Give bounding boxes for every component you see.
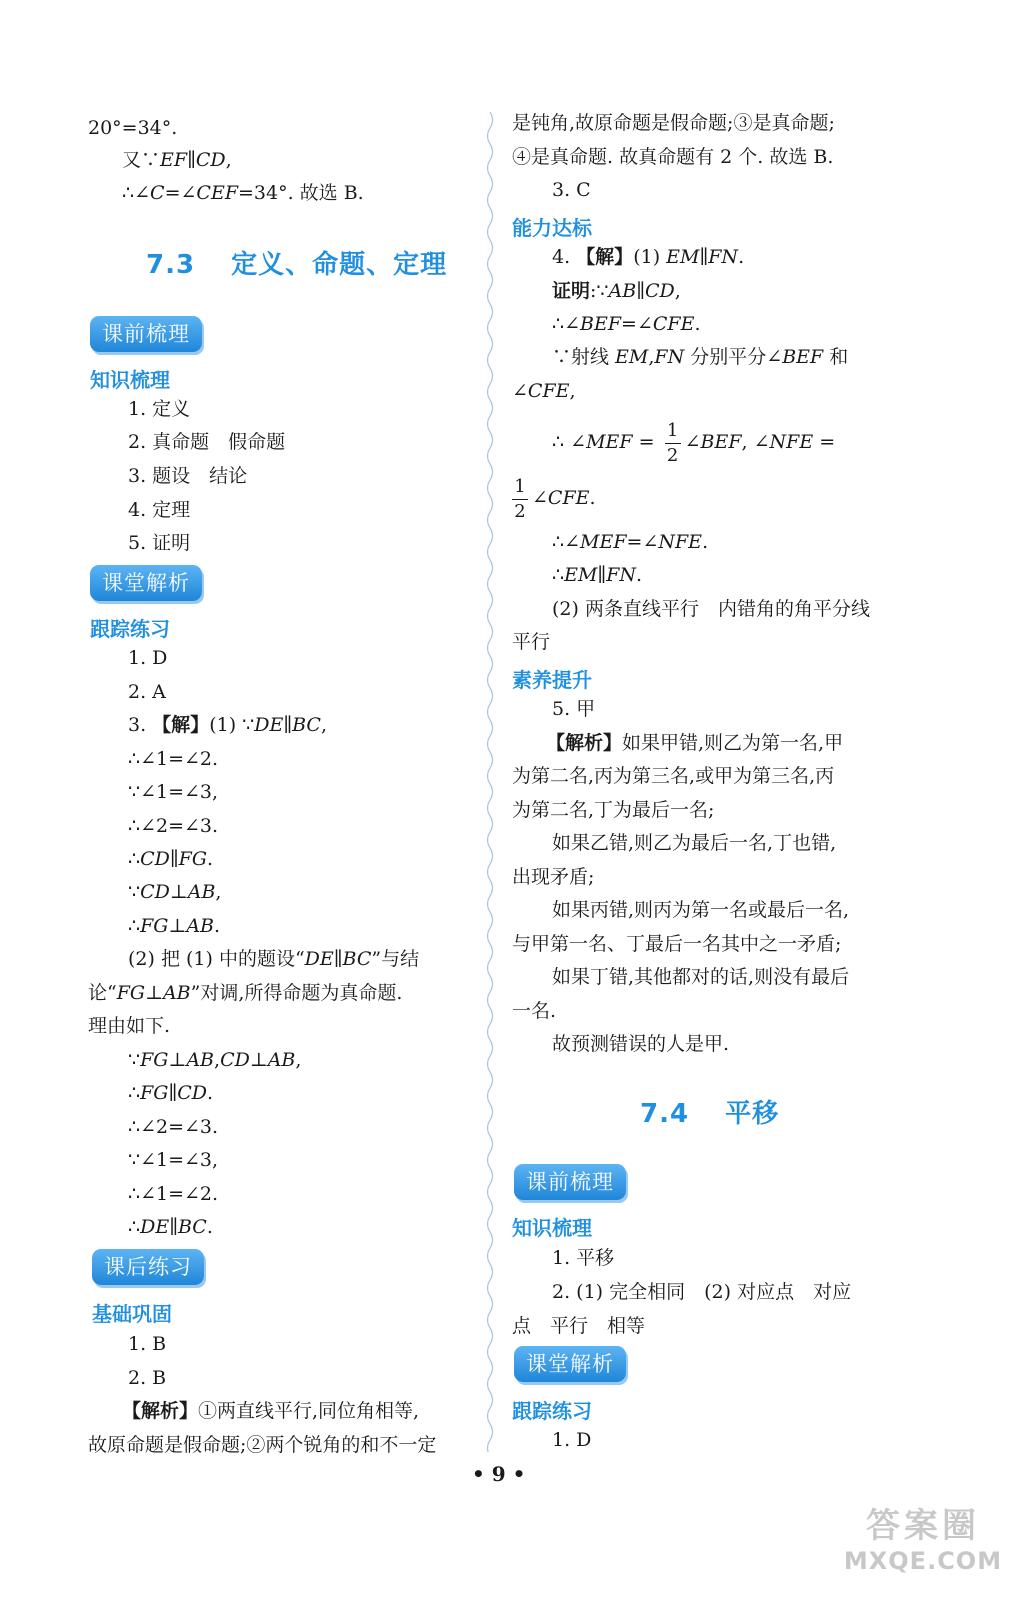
text-line: 平行 — [512, 631, 551, 653]
list-item: 4. 定理 — [128, 499, 191, 521]
watermark-url: MXQE.COM — [843, 1547, 1003, 1575]
list-item: 2. B — [128, 1367, 167, 1389]
list-item: 2. (1) 完全相同 (2) 对应点 对应 — [552, 1281, 852, 1303]
text-line: 证明:∵AB∥CD, — [552, 280, 681, 302]
text-line: 3. 【解】(1) ∵DE∥BC, — [128, 714, 328, 736]
text-line: 如果乙错,则乙为最后一名,丁也错, — [552, 832, 837, 854]
text-line: 故原命题是假命题;②两个锐角的和不一定 — [88, 1434, 437, 1456]
text-line: 出现矛盾; — [512, 866, 595, 888]
subheading: 素养提升 — [512, 668, 592, 692]
text-line: 如果丁错,其他都对的话,则没有最后 — [552, 966, 850, 988]
subheading: 基础巩固 — [92, 1302, 172, 1326]
fraction-equation-line: $\frac{1}{2}$ ∠CFE. — [512, 474, 596, 523]
text-line: ∵射线 EM,FN 分别平分∠BEF 和 — [552, 346, 849, 368]
text-line: (2) 两条直线平行 内错角的角平分线 — [552, 598, 870, 620]
section-tag: 课堂解析 — [90, 565, 202, 601]
subheading: 能力达标 — [512, 216, 592, 240]
text-line: ∠CFE, — [512, 380, 576, 402]
section-tag: 课前梳理 — [90, 316, 202, 352]
text-line: 论“FG⊥AB”对调,所得命题为真命题. — [88, 982, 403, 1004]
text-line: ∴∠2=∠3. — [128, 815, 219, 837]
fraction: $\frac{1}{2}$ — [512, 476, 528, 523]
subheading: 跟踪练习 — [90, 617, 170, 641]
text-line: ∴CD∥FG. — [128, 848, 214, 870]
text-line: ∵∠1=∠3, — [128, 781, 219, 803]
text-line: 点 平行 相等 — [512, 1315, 646, 1337]
text-line: 【解析】①两直线平行,同位角相等, — [122, 1400, 420, 1422]
text-line: 与甲第一名、丁最后一名其中之一矛盾; — [512, 933, 842, 955]
text-line: ∴∠1=∠2. — [128, 748, 219, 770]
text-line: 为第二名,丙为第三名,或甲为第三名,丙 — [512, 765, 835, 787]
text-line: ④是真命题. 故真命题有 2 个. 故选 B. — [512, 146, 834, 168]
fraction: $\frac{1}{2}$ — [665, 420, 681, 467]
text-line: 20°=34°. — [88, 117, 178, 139]
text-line: ∴∠2=∠3. — [128, 1116, 219, 1138]
text-line: ∴∠BEF=∠CFE. — [552, 313, 701, 335]
text-line: ∵FG⊥AB,CD⊥AB, — [128, 1049, 302, 1071]
text-line: 4. 【解】(1) EM∥FN. — [552, 246, 745, 268]
list-item: 3. C — [552, 179, 591, 201]
list-item: 1. 平移 — [552, 1247, 615, 1269]
text-line: ∴FG⊥AB. — [128, 915, 221, 937]
column-divider — [484, 112, 496, 1452]
text-line: 如果丙错,则丙为第一名或最后一名, — [552, 899, 850, 921]
text-line: ∴∠1=∠2. — [128, 1183, 219, 1205]
text-line: 故预测错误的人是甲. — [552, 1033, 730, 1055]
watermark-text: 答案圈 — [866, 1506, 980, 1546]
text-line: 【解析】如果甲错,则乙为第一名,甲 — [546, 732, 844, 754]
list-item: 3. 题设 结论 — [128, 465, 248, 487]
list-item: 1. 定义 — [128, 398, 191, 420]
text-line: 是钝角,故原命题是假命题;③是真命题; — [512, 112, 835, 134]
section-tag: 课堂解析 — [514, 1346, 626, 1382]
text-line: 理由如下. — [88, 1015, 171, 1037]
text-line: 一名. — [512, 1000, 557, 1022]
list-item: 1. D — [552, 1429, 592, 1451]
text-line: 又∵EF∥CD, — [122, 149, 232, 171]
page-number: • 9 • — [472, 1462, 526, 1486]
text-line: 为第二名,丁为最后一名; — [512, 799, 715, 821]
list-item: 5. 甲 — [552, 698, 596, 720]
list-item: 5. 证明 — [128, 532, 191, 554]
text-line: ∴FG∥CD. — [128, 1082, 214, 1104]
text-line: ∵∠1=∠3, — [128, 1149, 219, 1171]
list-item: 2. 真命题 假命题 — [128, 431, 286, 453]
list-item: 1. B — [128, 1333, 167, 1355]
text-line: ∴DE∥BC. — [128, 1216, 213, 1238]
text-line: ∴∠C=∠CEF=34°. 故选 B. — [122, 182, 364, 204]
list-item: 1. D — [128, 647, 168, 669]
section-title-7-3: 7.3 定义、命题、定理 — [146, 250, 448, 280]
text-line: ∴∠MEF=∠NFE. — [552, 531, 709, 553]
section-tag: 课前梳理 — [514, 1164, 626, 1200]
section-tag: 课后练习 — [92, 1249, 204, 1285]
list-item: 2. A — [128, 681, 166, 703]
fraction-equation-line: ∴ ∠MEF = $\frac{1}{2}$ ∠BEF, ∠NFE = — [552, 419, 836, 466]
subheading: 跟踪练习 — [512, 1399, 592, 1423]
section-title-7-4: 7.4 平移 — [640, 1099, 780, 1129]
watermark-logo — [838, 1506, 1008, 1586]
text-line: ∴EM∥FN. — [552, 564, 643, 586]
text-line: ∵CD⊥AB, — [128, 881, 222, 903]
text-line: (2) 把 (1) 中的题设“DE∥BC”与结 — [128, 948, 420, 970]
subheading: 知识梳理 — [90, 368, 170, 392]
subheading: 知识梳理 — [512, 1216, 592, 1240]
